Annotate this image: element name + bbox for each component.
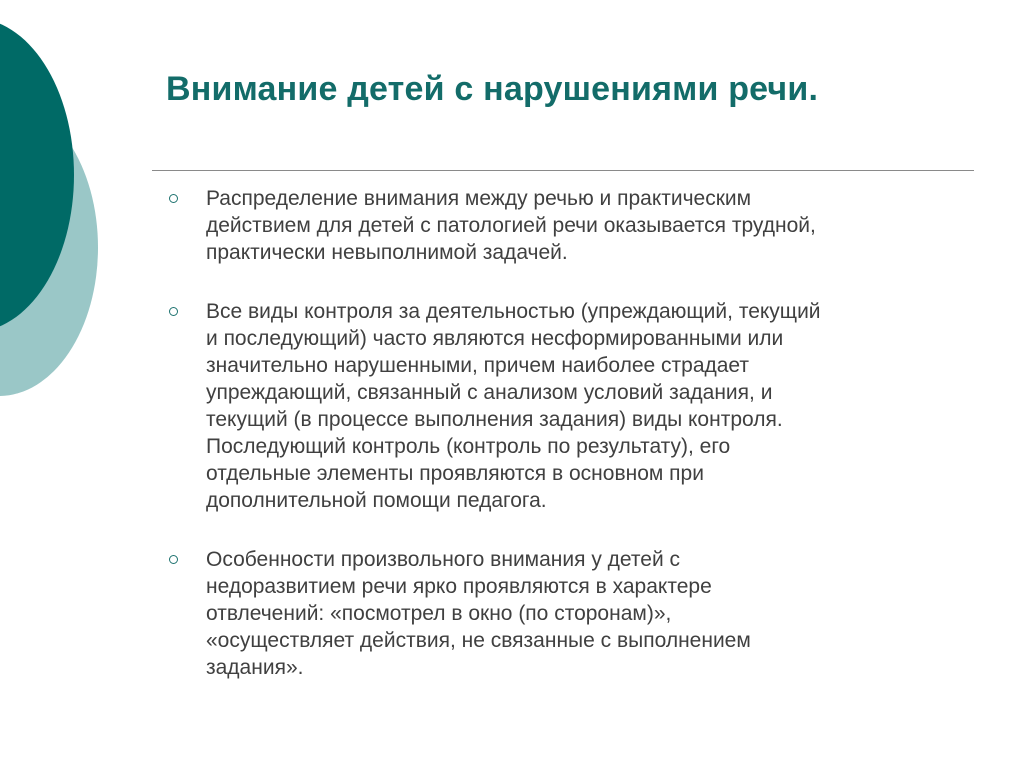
circle-bullet-icon [169, 194, 178, 203]
bullet-list [166, 185, 966, 681]
circle-bullet-icon [169, 555, 178, 564]
bullet-text: Распределение внимания между речью и практическим действием для детей с патологией речи оказывается трудной, практически невыполнимой задачей. [206, 187, 816, 264]
title-divider [152, 170, 974, 171]
bullet-text: Особенности произвольного внимания у детей с недоразвитием речи ярко проявляются в характере отвлечений: «посмотрел в окно (по сторонам)», «осуществляет действия, не связанные с выполнением задания». [206, 548, 751, 679]
circle-bullet-icon [169, 307, 178, 316]
bullet-item [166, 185, 966, 266]
bullet-item [166, 298, 966, 514]
slide-title: Внимание детей с нарушениями речи. [166, 70, 819, 108]
bullet-text: Все виды контроля за деятельностью (упреждающий, текущий и последующий) часто являются несформированными или значительно нарушенными, причем наиболее страдает упреждающий, связанный с анализом условий задания, и текущий (в процессе выполнения задания) виды контроля. Последующий контроль (контроль по результату), его отдельные элементы проявляются в основном при дополнительной помощи педагога. [206, 300, 821, 512]
bullet-item [166, 546, 966, 681]
